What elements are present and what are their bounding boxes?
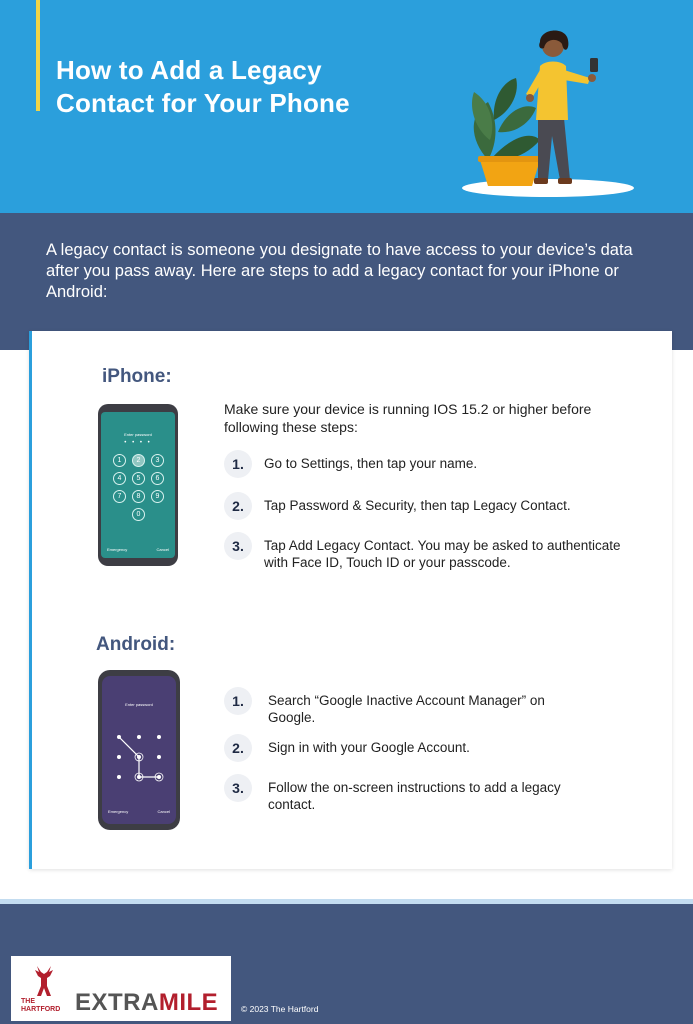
- keypad-key: 8: [132, 490, 145, 503]
- step-number: 1.: [224, 687, 252, 715]
- unlock-pattern-grid: [114, 732, 164, 782]
- title-line-1: How to Add a Legacy: [56, 55, 322, 85]
- hartford-wordmark: [21, 998, 60, 1014]
- iphone-step-2: [224, 492, 644, 520]
- android-step-3: [224, 774, 644, 813]
- android-section-title: Android:: [96, 634, 176, 655]
- android-cancel-label: Cancel: [157, 809, 170, 814]
- android-step-1: [224, 687, 644, 726]
- step-text: Tap Password & Security, then tap Legacy Contact.: [264, 498, 571, 513]
- iphone-emergency-label: Emergency: [107, 547, 128, 552]
- passcode-dots: • • • •: [124, 440, 152, 446]
- android-emergency-label: Emergency: [108, 809, 129, 814]
- step-text: Search “Google Inactive Account Manager” on Google.: [268, 693, 545, 725]
- step-number: 3.: [224, 532, 252, 560]
- title-line-2: Contact for Your Phone: [56, 88, 350, 118]
- step-text: Follow the on-screen instructions to add a legacy contact.: [268, 780, 561, 812]
- android-step-2: [224, 734, 644, 762]
- step-number: 3.: [224, 774, 252, 802]
- keypad-key: 3: [151, 454, 164, 467]
- keypad-key: 9: [151, 490, 164, 503]
- step-number: 2.: [224, 492, 252, 520]
- iphone-section-title: iPhone:: [102, 366, 172, 387]
- extramile-wordmark-mile: MILE: [158, 989, 219, 1016]
- android-screen: [102, 676, 176, 824]
- iphone-screen: [101, 412, 175, 558]
- stag-icon: [29, 964, 59, 998]
- keypad-key: 6: [151, 472, 164, 485]
- iphone-keypad: [113, 454, 165, 521]
- step-text: Sign in with your Google Account.: [268, 740, 470, 755]
- keypad-key: 7: [113, 490, 126, 503]
- footer: [0, 904, 693, 1024]
- android-screen-label: Enter password: [125, 702, 153, 707]
- accent-bar: [36, 0, 40, 111]
- iphone-illustration: [98, 404, 178, 566]
- extramile-wordmark-extra: EXTRA: [75, 989, 159, 1016]
- hartford-wordmark-line2: HARTFORD: [21, 1006, 61, 1013]
- iphone-cancel-label: Cancel: [156, 547, 169, 552]
- iphone-step-1: [224, 450, 644, 478]
- android-illustration: [98, 670, 180, 830]
- ios-version-note: Make sure your device is running IOS 15.2 or higher before following these steps:: [224, 401, 592, 435]
- page-title: [56, 54, 436, 120]
- intro-text: A legacy contact is someone you designate to have access to your device’s data after you pass away. Here are steps to add a legacy contact for your iPhone or Android:: [46, 241, 633, 301]
- intro-band: [0, 213, 693, 350]
- header-banner: [0, 0, 693, 213]
- keypad-key: 2: [132, 454, 145, 467]
- iphone-step-3: [224, 532, 644, 571]
- extramile-wordmark: [75, 989, 218, 1017]
- woman-with-phone-illustration: [440, 20, 640, 205]
- extramile-logo: [11, 956, 231, 1021]
- keypad-key: 0: [132, 508, 145, 521]
- keypad-key: 1: [113, 454, 126, 467]
- step-number: 1.: [224, 450, 252, 478]
- iphone-screen-label: Enter password: [124, 432, 152, 437]
- keypad-key: 4: [113, 472, 126, 485]
- step-text: Tap Add Legacy Contact. You may be asked to authenticate with Face ID, Touch ID or your passcode.: [264, 538, 621, 570]
- step-text: Go to Settings, then tap your name.: [264, 456, 478, 471]
- hartford-wordmark-line1: THE: [21, 998, 35, 1005]
- keypad-key: 5: [132, 472, 145, 485]
- steps-card: [29, 331, 672, 869]
- step-number: 2.: [224, 734, 252, 762]
- copyright: © 2023 The Hartford: [241, 1004, 319, 1014]
